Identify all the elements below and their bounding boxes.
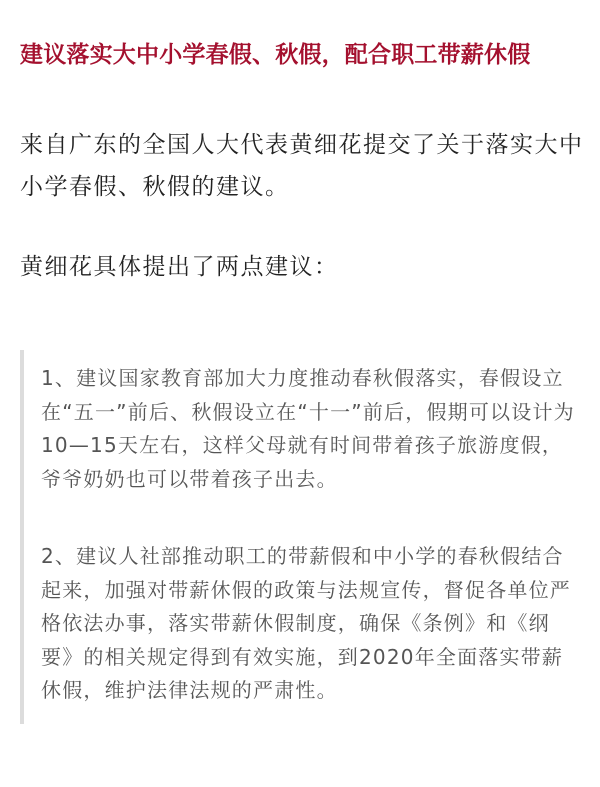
- intro-paragraph: 来自广东的全国人大代表黄细花提交了关于落实大中小学春假、秋假的建议。: [20, 132, 584, 200]
- suggestions-intro: 黄细花具体提出了两点建议：: [20, 254, 339, 280]
- article-heading: 建议落实大中小学春假、秋假，配合职工带薪休假: [20, 42, 531, 68]
- suggestion-item-2: 2、建议人社部推动职工的带薪假和中小学的春秋假结合起来，加强对带薪休假的政策与法规宣传，督促各单位严格依法办事，落实带薪休假制度，确保《条例》和《纲要》的相关规定得到有效实施，到2020年全面落实带薪休假，维护法律法规的严肃性。: [41, 544, 571, 702]
- suggestion-item-1: 1、建议国家教育部加大力度推动春秋假落实，春假设立在“五一”前后、秋假设立在“十一”前后，假期可以设计为10—15天左右，这样父母就有时间带着孩子旅游度假，爷爷奶奶也可以带着孩子出去。: [41, 366, 575, 491]
- suggestions-blockquote: [20, 350, 585, 724]
